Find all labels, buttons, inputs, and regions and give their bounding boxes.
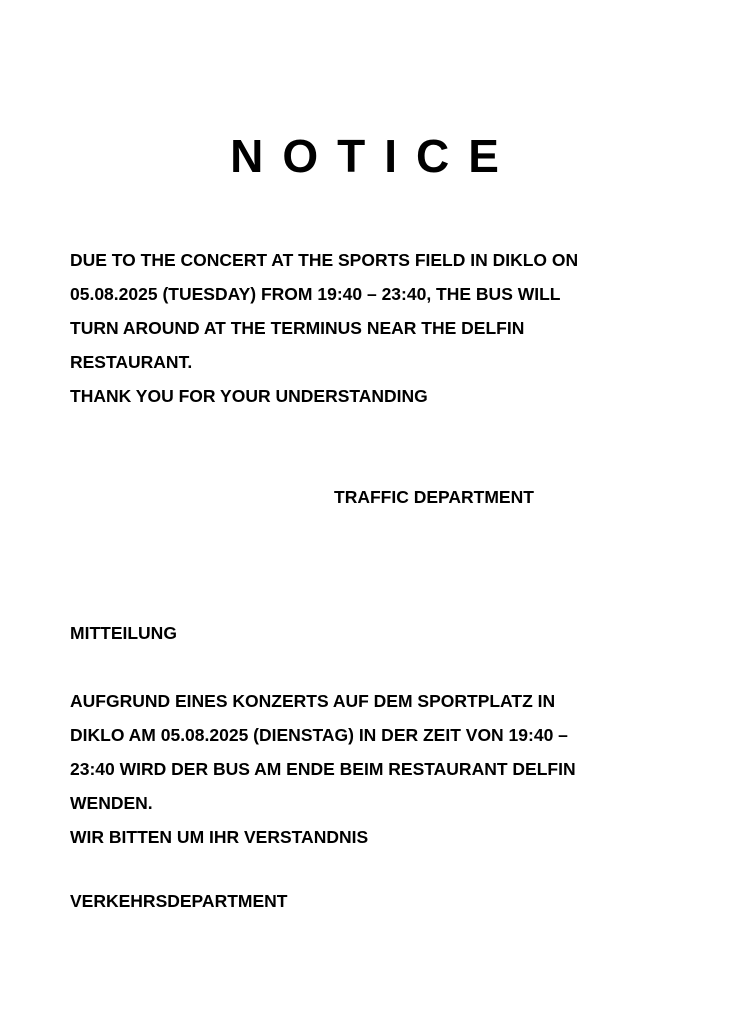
german-line-3: 23:40 WIRD DER BUS AM ENDE BEIM RESTAURANT DELFIN — [70, 759, 576, 779]
english-line-3: TURN AROUND AT THE TERMINUS NEAR THE DELFIN — [70, 318, 525, 338]
english-line-1: DUE TO THE CONCERT AT THE SPORTS FIELD IN DIKLO ON — [70, 250, 579, 270]
german-line-5: WIR BITTEN UM IHR VERSTANDNIS — [70, 827, 369, 847]
notice-title: NOTICE — [230, 130, 518, 182]
english-line-2: 05.08.2025 (TUESDAY) FROM 19:40 – 23:40, THE BUS WILL — [70, 284, 561, 304]
english-line-4: RESTAURANT. — [70, 352, 193, 372]
german-line-4: WENDEN. — [70, 793, 153, 813]
german-line-2: DIKLO AM 05.08.2025 (DIENSTAG) IN DER ZEIT VON 19:40 – — [70, 725, 568, 745]
english-line-5: THANK YOU FOR YOUR UNDERSTANDING — [70, 386, 428, 406]
german-signature: VERKEHRSDEPARTMENT — [70, 891, 288, 911]
german-notice-text — [70, 684, 680, 854]
german-line-1: AUFGRUND EINES KONZERTS AUF DEM SPORTPLATZ IN — [70, 691, 556, 711]
english-notice-text — [70, 243, 680, 413]
german-heading: MITTEILUNG — [70, 623, 177, 643]
english-signature: TRAFFIC DEPARTMENT — [334, 487, 534, 507]
